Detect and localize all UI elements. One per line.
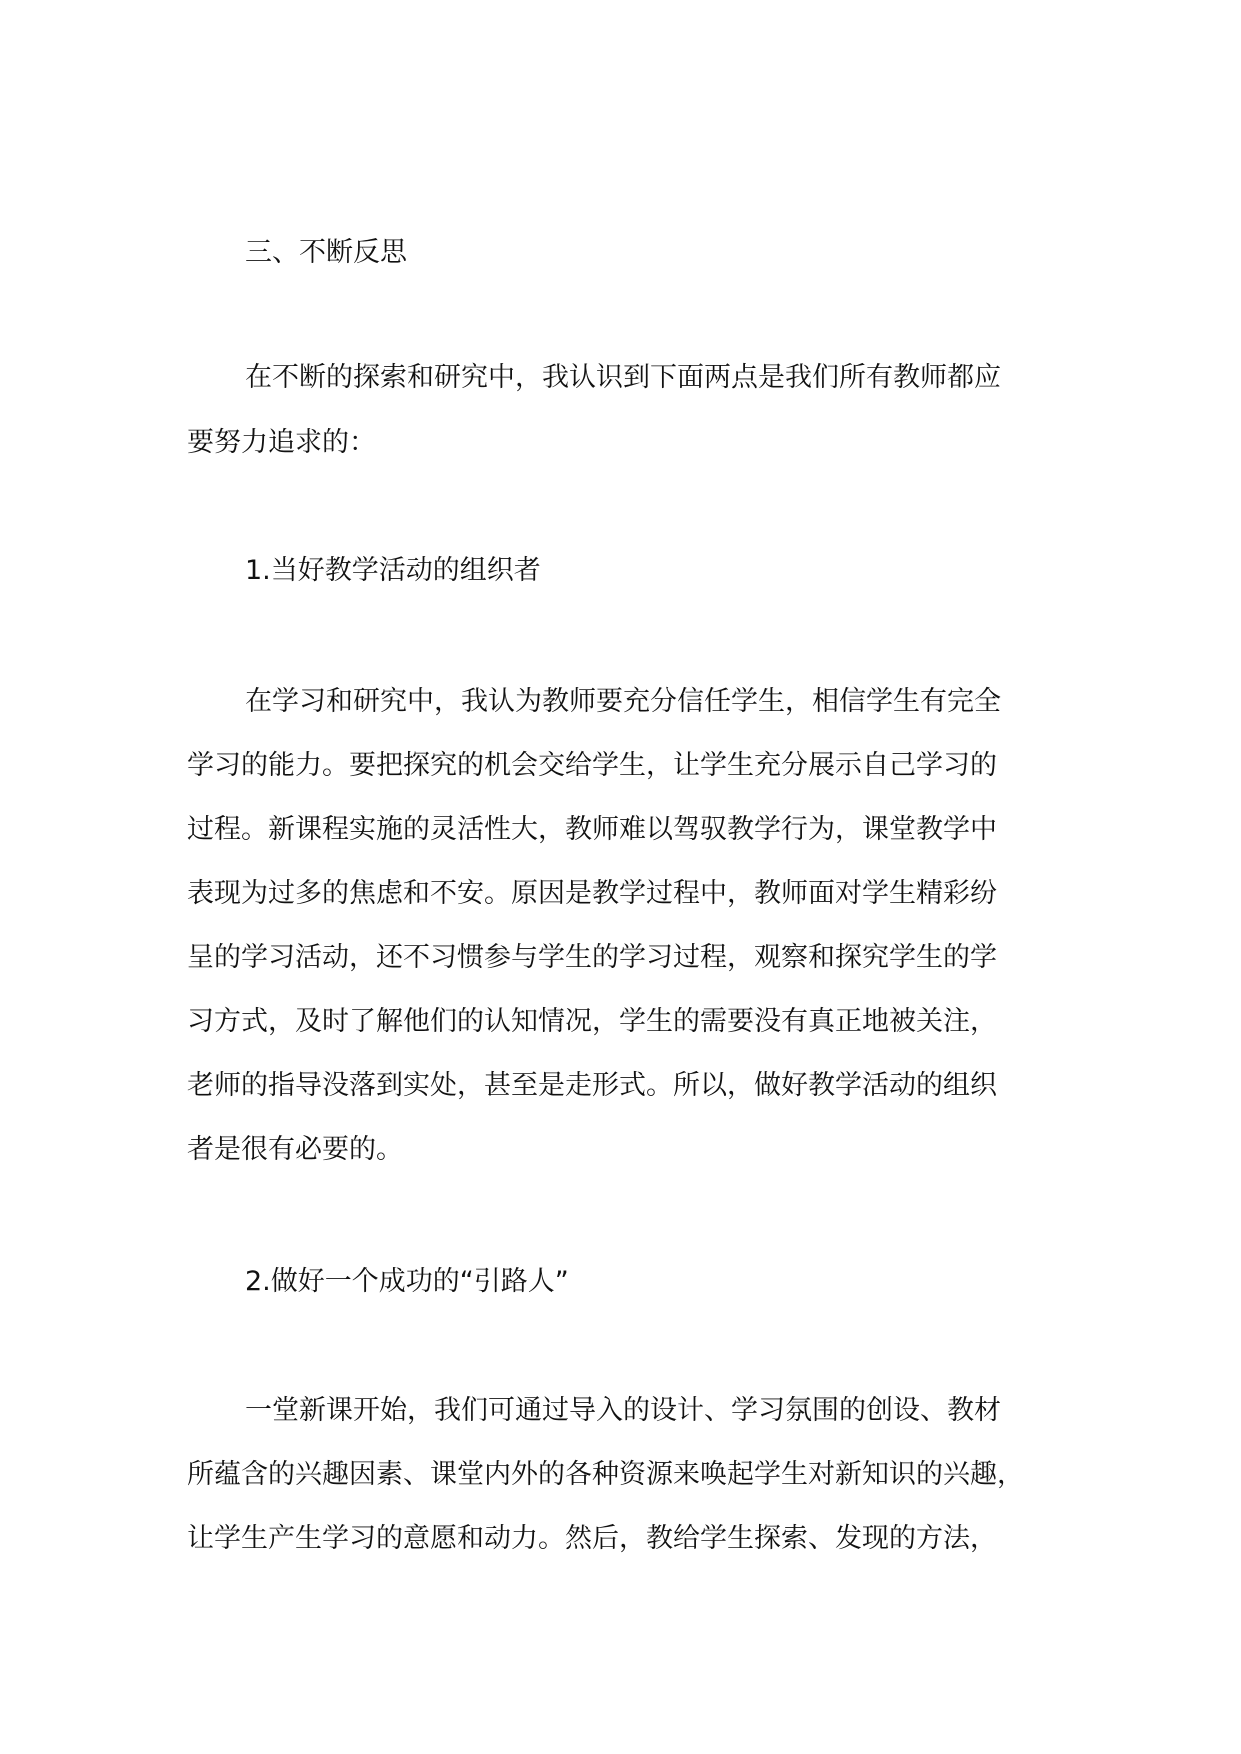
- point1-line-8: 者是很有必要的。: [187, 1134, 403, 1165]
- point1-line-6: 习方式，及时了解他们的认知情况，学生的需要没有真正地被关注，: [187, 1006, 997, 1037]
- intro-line-1: 在不断的探索和研究中，我认识到下面两点是我们所有教师都应: [245, 362, 1001, 393]
- point2-heading: 2.做好一个成功的“引路人”: [245, 1266, 569, 1297]
- point1-line-5: 呈的学习活动，还不习惯参与学生的学习过程，观察和探究学生的学: [187, 942, 997, 973]
- point1-line-1: 在学习和研究中，我认为教师要充分信任学生，相信学生有完全: [245, 686, 1001, 717]
- point1-line-7: 老师的指导没落到实处，甚至是走形式。所以，做好教学活动的组织: [187, 1070, 997, 1101]
- point2-line-3: 让学生产生学习的意愿和动力。然后，教给学生探索、发现的方法，: [187, 1523, 997, 1554]
- point2-line-2: 所蕴含的兴趣因素、课堂内外的各种资源来唤起学生对新知识的兴趣，: [187, 1459, 1024, 1490]
- point1-line-2: 学习的能力。要把探究的机会交给学生，让学生充分展示自己学习的: [187, 750, 997, 781]
- point2-line-1: 一堂新课开始，我们可通过导入的设计、学习氛围的创设、教材: [245, 1395, 1001, 1426]
- point1-heading: 1.当好教学活动的组织者: [245, 555, 541, 586]
- point1-line-3: 过程。新课程实施的灵活性大，教师难以驾驭教学行为，课堂教学中: [187, 814, 997, 845]
- point1-line-4: 表现为过多的焦虑和不安。原因是教学过程中，教师面对学生精彩纷: [187, 878, 997, 909]
- intro-line-2: 要努力追求的：: [187, 427, 376, 458]
- section-heading: 三、不断反思: [245, 237, 407, 268]
